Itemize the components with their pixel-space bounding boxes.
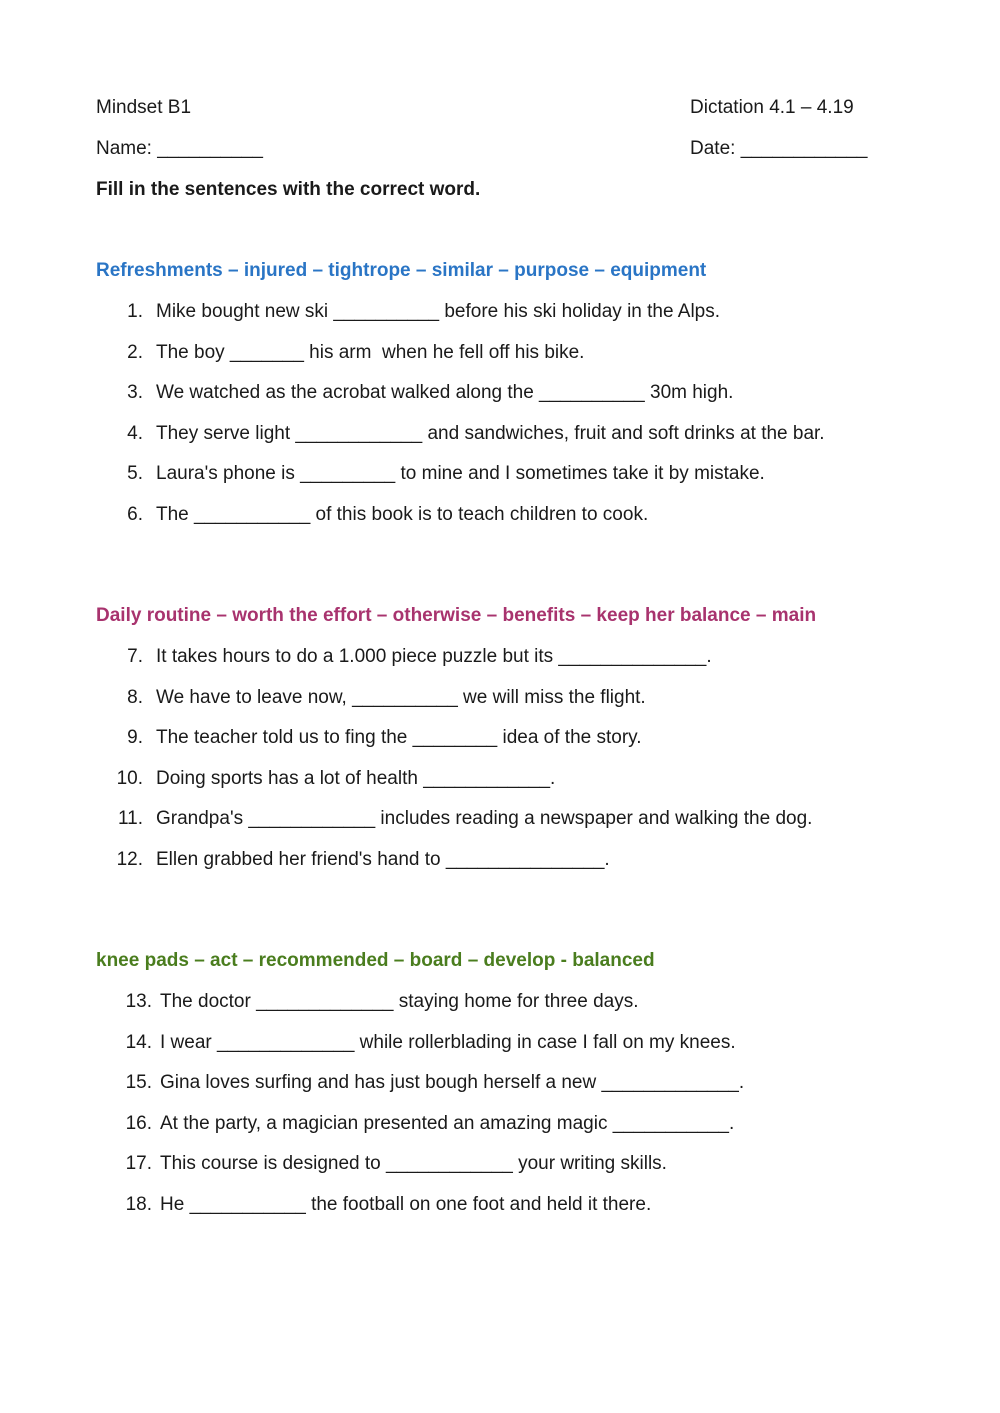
exercise-sentence: The ___________ of this book is to teach children to cook.	[156, 504, 649, 525]
exercise-sentence: Gina loves surfing and has just bough herself a new _____________.	[160, 1072, 745, 1094]
exercise-number: 5.	[127, 463, 143, 485]
exercise-sentence: The teacher told us to fing the ________ idea of the story.	[156, 727, 642, 749]
word-bank-2: Daily routine – worth the effort – otherwise – benefits – keep her balance – main	[96, 605, 817, 626]
exercise-number: 13.	[125, 991, 152, 1012]
exercise-number: 8.	[127, 686, 143, 708]
exercise-number: 3.	[127, 382, 143, 404]
exercise-sentence: Ellen grabbed her friend's hand to _______________.	[156, 849, 610, 870]
exercise-sentence: This course is designed to ____________ your writing skills.	[160, 1153, 667, 1175]
exercise-sentence: Laura's phone is _________ to mine and I sometimes take it by mistake.	[156, 463, 765, 485]
exercise-number: 6.	[127, 504, 143, 525]
exercise-sentence: They serve light ____________ and sandwiches, fruit and soft drinks at the bar.	[156, 422, 825, 444]
exercise-sentence: We have to leave now, __________ we will miss the flight.	[156, 686, 646, 708]
exercise-sentence: It takes hours to do a 1.000 piece puzzle but its ______________.	[156, 646, 712, 667]
exercise-sentence: He ___________ the football on one foot and held it there.	[160, 1194, 652, 1215]
exercise-sentence: The doctor _____________ staying home for three days.	[160, 991, 639, 1012]
exercise-number: 1.	[127, 301, 143, 322]
exercise-number: 16.	[125, 1112, 152, 1134]
word-bank-3: knee pads – act – recommended – board – develop - balanced	[96, 950, 655, 971]
exercise-sentence: Mike bought new ski __________ before his ski holiday in the Alps.	[156, 301, 721, 322]
instruction: Fill in the sentences with the correct word.	[96, 179, 481, 200]
exercise-number: 11.	[117, 808, 143, 830]
exercise-number: 9.	[127, 727, 143, 749]
dictation-range: Dictation 4.1 – 4.19	[690, 97, 854, 118]
exercise-sentence: Grandpa's ____________ includes reading a newspaper and walking the dog.	[156, 808, 813, 830]
exercise-sentence: The boy _______ his arm when he fell off his bike.	[156, 341, 585, 363]
exercise-number: 7.	[127, 646, 143, 667]
exercise-sentence: At the party, a magician presented an amazing magic ___________.	[160, 1112, 735, 1134]
exercise-number: 4.	[127, 422, 143, 444]
name-field: Name: __________	[96, 138, 263, 159]
word-bank-1: Refreshments – injured – tightrope – similar – purpose – equipment	[96, 260, 707, 281]
exercise-number: 10.	[116, 767, 143, 789]
exercise-number: 14.	[125, 1031, 152, 1053]
exercise-number: 17.	[125, 1153, 152, 1175]
exercise-sentence: I wear _____________ while rollerblading in case I fall on my knees.	[160, 1031, 736, 1053]
course-title: Mindset B1	[96, 97, 192, 118]
exercise-number: 12.	[116, 849, 143, 870]
exercise-sentence: We watched as the acrobat walked along the __________ 30m high.	[156, 382, 734, 404]
exercise-number: 2.	[127, 341, 143, 363]
exercise-number: 15.	[125, 1072, 152, 1094]
date-field: Date: ____________	[690, 138, 868, 159]
exercise-sentence: Doing sports has a lot of health ____________.	[156, 767, 556, 789]
exercise-number: 18.	[125, 1194, 152, 1215]
